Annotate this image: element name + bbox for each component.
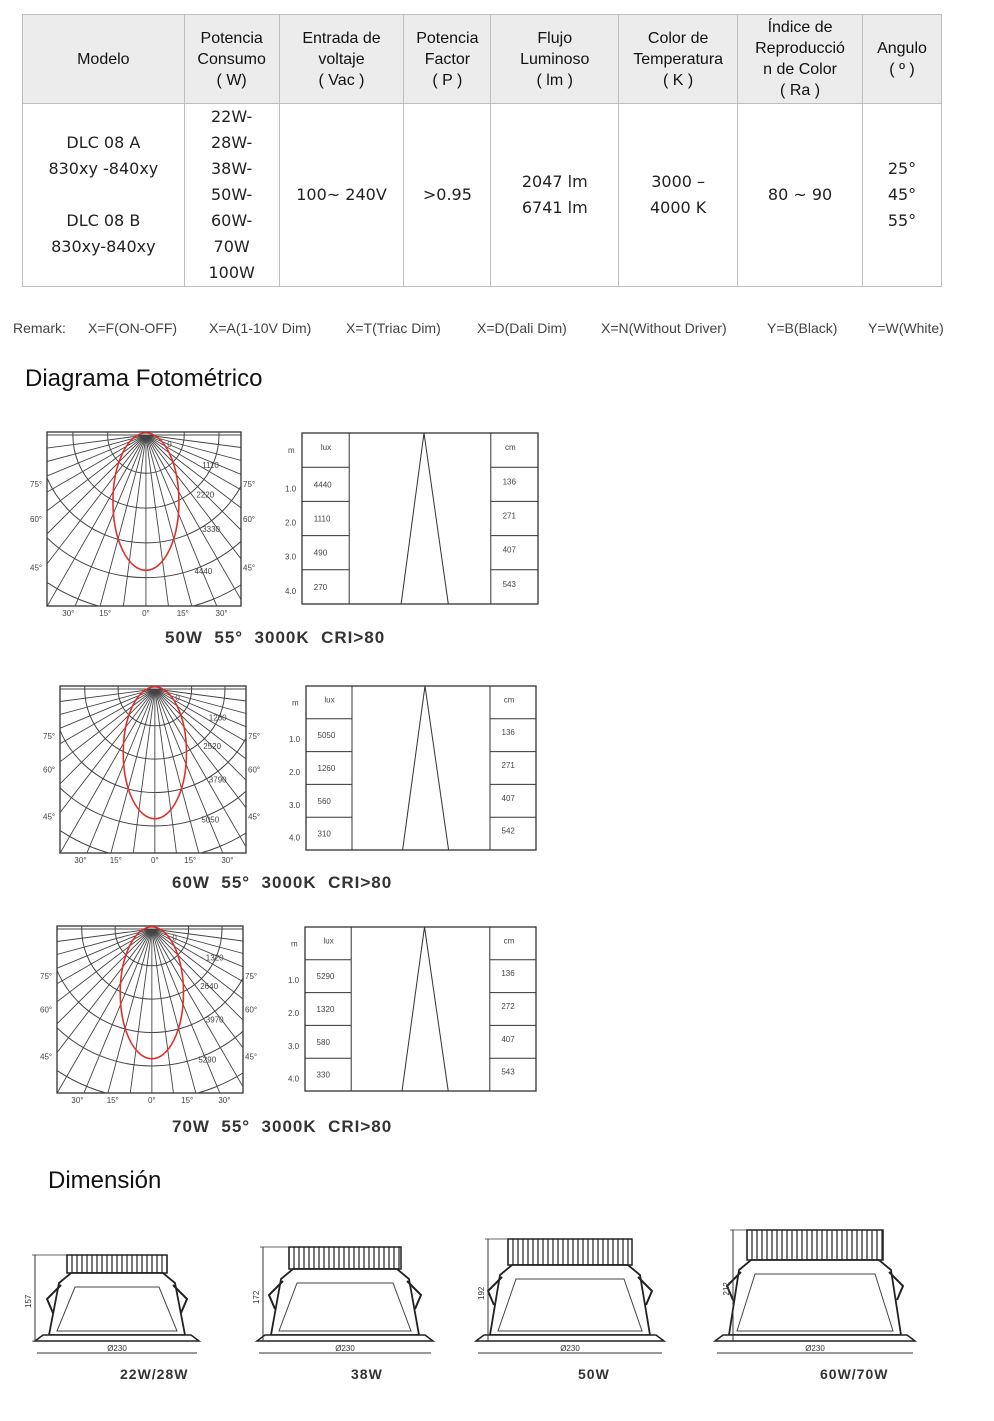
housing-body	[729, 1260, 901, 1335]
remark-label: Remark:	[13, 320, 66, 336]
angle-label-bottom: 30°	[215, 609, 228, 618]
angle-label-right: 45°	[243, 563, 256, 573]
angle-label-left: 45°	[43, 812, 56, 822]
polar-radial-line	[146, 435, 422, 471]
angle-label-bottom: 15°	[181, 1096, 194, 1105]
photometric-diagram	[0, 896, 560, 1136]
table-header-lux: lux	[320, 443, 332, 453]
polar-radial-line	[0, 929, 152, 1092]
header-angulo: Angulo ( º )	[863, 15, 942, 104]
trim-flange	[257, 1335, 433, 1341]
angle-label-bottom: 0°	[151, 856, 159, 865]
housing-body	[49, 1273, 185, 1335]
angle-label-right: 60°	[245, 1005, 258, 1015]
distance-value: 4.0	[289, 833, 301, 843]
angle-label-left: 60°	[30, 515, 43, 524]
angle-label-bottom: 0°	[148, 1096, 156, 1105]
lux-value: 490	[313, 548, 328, 558]
diameter-value: 136	[501, 969, 515, 979]
dimension-caption: 38W	[351, 1366, 383, 1382]
angle-label-right: 45°	[248, 812, 261, 822]
lux-value: 1320	[316, 1005, 335, 1014]
table-header-cm: cm	[504, 443, 516, 453]
polar-radial-line	[155, 689, 402, 791]
lux-value: 5290	[316, 972, 335, 982]
polar-value-label: 2220	[196, 490, 215, 500]
housing-body	[490, 1265, 650, 1335]
distance-value: 3.0	[288, 1041, 300, 1051]
remark-item: X=T(Triac Dim)	[346, 320, 441, 336]
angle-label-right: 60°	[243, 515, 256, 524]
distance-value: 2.0	[285, 518, 297, 528]
polar-value-label: 4440	[194, 566, 213, 576]
angle-label-left: 75°	[30, 480, 43, 490]
dimension-caption: 50W	[578, 1366, 610, 1382]
polar-radial-line	[152, 929, 399, 1031]
diameter-value: 271	[502, 511, 516, 521]
dimension-drawing	[477, 1215, 710, 1415]
angle-label-right: 60°	[248, 765, 261, 775]
angle-label-bottom: 15°	[106, 1096, 119, 1105]
distance-value: 2.0	[289, 768, 301, 777]
beam-cone-line	[402, 927, 424, 1091]
polar-value-label: 0	[175, 693, 180, 703]
remark-item: Y=B(Black)	[767, 320, 838, 336]
polar-radial-line	[39, 435, 146, 692]
angle-label-bottom: 15°	[109, 856, 122, 865]
polar-value-label: 2520	[203, 742, 222, 752]
diameter-value: 542	[501, 826, 515, 836]
diameter-value: 407	[501, 1034, 515, 1044]
remark-item: X=F(ON-OFF)	[88, 320, 178, 336]
cell-modelo: DLC 08 A 830xy -840xy DLC 08 B 830xy-840xy	[23, 104, 185, 287]
photometric-caption: 50W 55° 3000K CRI>80	[165, 628, 386, 647]
spec-table	[22, 14, 942, 287]
cell-potencia: 22W- 28W- 38W- 50W- 60W- 70W 100W	[184, 104, 279, 287]
angle-label-right: 75°	[248, 732, 261, 742]
polar-value-label: 3330	[202, 525, 220, 535]
height-value: 172	[252, 1290, 261, 1304]
lux-value: 4440	[313, 480, 332, 490]
polar-radial-line	[0, 435, 146, 604]
polar-value-label: 2640	[200, 982, 219, 992]
lux-value: 5050	[317, 731, 336, 741]
trim-flange	[715, 1335, 915, 1341]
housing-body	[271, 1269, 419, 1335]
trim-flange	[35, 1335, 199, 1341]
diameter-value: Ø230	[560, 1344, 580, 1353]
header-voltaje: Entrada de voltaje ( Vac )	[279, 15, 404, 104]
angle-label-bottom: 30°	[74, 856, 87, 865]
table-header-cm: cm	[503, 695, 515, 705]
diameter-value: Ø230	[335, 1344, 355, 1353]
polar-radial-line	[152, 929, 383, 1063]
lux-value: 1110	[313, 514, 331, 524]
spec-data-row	[23, 104, 942, 287]
remark-item: Y=W(White)	[868, 320, 944, 336]
photometric-diagram	[0, 656, 560, 896]
cell-voltaje: 100~ 240V	[279, 104, 404, 287]
diameter-value: 136	[502, 477, 516, 487]
angle-label-bottom: 0°	[142, 609, 150, 618]
angle-label-bottom: 30°	[71, 1096, 84, 1105]
angle-label-bottom: 15°	[176, 609, 189, 618]
distance-value: 3.0	[285, 552, 297, 562]
diameter-value: Ø230	[805, 1344, 825, 1353]
diameter-value: 543	[501, 1067, 515, 1077]
polar-value-label: 5050	[201, 815, 220, 825]
angle-label-left: 75°	[43, 732, 56, 742]
angle-label-right: 75°	[245, 972, 258, 982]
polar-radial-line	[0, 435, 146, 507]
table-header-cm: cm	[503, 936, 515, 946]
angle-label-bottom: 15°	[184, 856, 197, 865]
polar-value-label: 1110	[202, 460, 219, 470]
polar-value-label: 3790	[208, 775, 227, 785]
polar-value-label: 0	[167, 439, 172, 449]
angle-label-left: 75°	[40, 972, 53, 982]
polar-value-label: 0	[172, 933, 177, 943]
distance-value: 1.0	[288, 976, 300, 986]
spec-header-row	[23, 15, 942, 104]
lux-value: 270	[313, 582, 328, 592]
polar-value-label: 3970	[205, 1015, 224, 1025]
beam-cone-line	[424, 433, 448, 604]
lux-value: 580	[316, 1037, 330, 1047]
beam-cone-line	[425, 686, 449, 850]
distance-value: 1.0	[285, 484, 297, 494]
remark-item: X=D(Dali Dim)	[477, 320, 567, 336]
header-cri: Índice de Reproducció n de Color ( Ra )	[738, 15, 863, 104]
distance-value: 2.0	[288, 1009, 300, 1018]
polar-radial-line	[0, 929, 152, 1031]
height-value: 192	[477, 1286, 486, 1300]
diameter-value: Ø230	[107, 1344, 127, 1353]
polar-radial-line	[146, 435, 403, 542]
photometric-caption: 60W 55° 3000K CRI>80	[172, 873, 393, 892]
header-flujo: Flujo Luminoso ( lm )	[491, 15, 619, 104]
header-modelo: Modelo	[23, 15, 185, 104]
cell-angulo: 25° 45° 55°	[863, 104, 942, 287]
polar-radial-line	[0, 689, 155, 852]
dimension-title: Dimensión	[48, 1167, 162, 1194]
angle-label-bottom: 30°	[62, 609, 75, 618]
diameter-value: 407	[502, 545, 516, 555]
polar-radial-line	[152, 929, 254, 1176]
lux-value: 330	[316, 1070, 330, 1080]
distance-value: 4.0	[288, 1074, 300, 1084]
angle-label-right: 75°	[243, 480, 256, 490]
table-header-m: m	[288, 446, 295, 456]
dimension-caption: 22W/28W	[120, 1366, 189, 1382]
angle-label-left: 60°	[43, 765, 56, 775]
polar-value-label: 5290	[198, 1055, 217, 1065]
beam-cone-line	[425, 927, 449, 1091]
cell-cri: 80 ~ 90	[738, 104, 863, 287]
diameter-value: 543	[502, 579, 516, 589]
diameter-value: 272	[501, 1002, 515, 1011]
photometric-diagram	[0, 402, 560, 642]
polar-radial-line	[152, 929, 417, 964]
diameter-value: 407	[501, 793, 515, 803]
height-value: 212	[722, 1282, 731, 1296]
distance-value: 3.0	[289, 800, 301, 810]
diameter-value: 271	[501, 761, 515, 770]
lux-value: 310	[317, 829, 331, 839]
angle-label-left: 45°	[30, 563, 43, 573]
dimension-drawing	[252, 1215, 485, 1415]
table-header-m: m	[291, 939, 298, 949]
polar-radial-line	[146, 435, 367, 604]
beam-cone-line	[401, 433, 424, 604]
polar-radial-line	[0, 435, 146, 656]
angle-label-bottom: 30°	[221, 856, 234, 865]
angle-label-left: 60°	[40, 1005, 53, 1015]
beam-cone-line	[403, 686, 425, 850]
polar-value-label: 1260	[208, 713, 227, 723]
distance-value: 4.0	[285, 586, 297, 596]
remark-item: X=N(Without Driver)	[601, 320, 727, 336]
distance-value: 1.0	[289, 735, 301, 745]
trim-flange	[476, 1335, 664, 1341]
polar-value-label: 1320	[205, 953, 224, 963]
polar-radial-line	[50, 929, 152, 1176]
remark-item: X=A(1-10V Dim)	[209, 320, 312, 336]
polar-radial-line	[146, 435, 256, 692]
lux-value: 1260	[317, 764, 336, 773]
angle-label-right: 45°	[245, 1052, 258, 1062]
photometric-caption: 70W 55° 3000K CRI>80	[172, 1117, 393, 1136]
table-header-lux: lux	[324, 695, 335, 705]
table-header-m: m	[292, 698, 299, 708]
dimension-drawing	[24, 1215, 257, 1415]
dimension-drawing	[722, 1215, 955, 1415]
diameter-value: 136	[501, 728, 515, 738]
photometric-title: Diagrama Fotométrico	[25, 365, 263, 392]
header-temperatura: Color de Temperatura ( K )	[619, 15, 738, 104]
height-value: 157	[24, 1294, 33, 1308]
angle-label-bottom: 15°	[99, 609, 112, 618]
remark-line	[13, 320, 983, 340]
angle-label-left: 45°	[40, 1052, 53, 1062]
cell-temperatura: 3000 – 4000 K	[619, 104, 738, 287]
polar-radial-line	[155, 689, 420, 724]
dimension-caption: 60W/70W	[820, 1366, 889, 1382]
header-potencia: Potencia Consumo ( W)	[184, 15, 279, 104]
table-header-lux: lux	[323, 936, 334, 946]
header-factor: Potencia Factor ( P )	[404, 15, 491, 104]
angle-label-bottom: 30°	[218, 1096, 231, 1105]
lux-value: 560	[317, 796, 331, 806]
cell-flujo: 2047 lm 6741 lm	[491, 104, 619, 287]
cell-factor: >0.95	[404, 104, 491, 287]
polar-radial-line	[146, 435, 387, 574]
